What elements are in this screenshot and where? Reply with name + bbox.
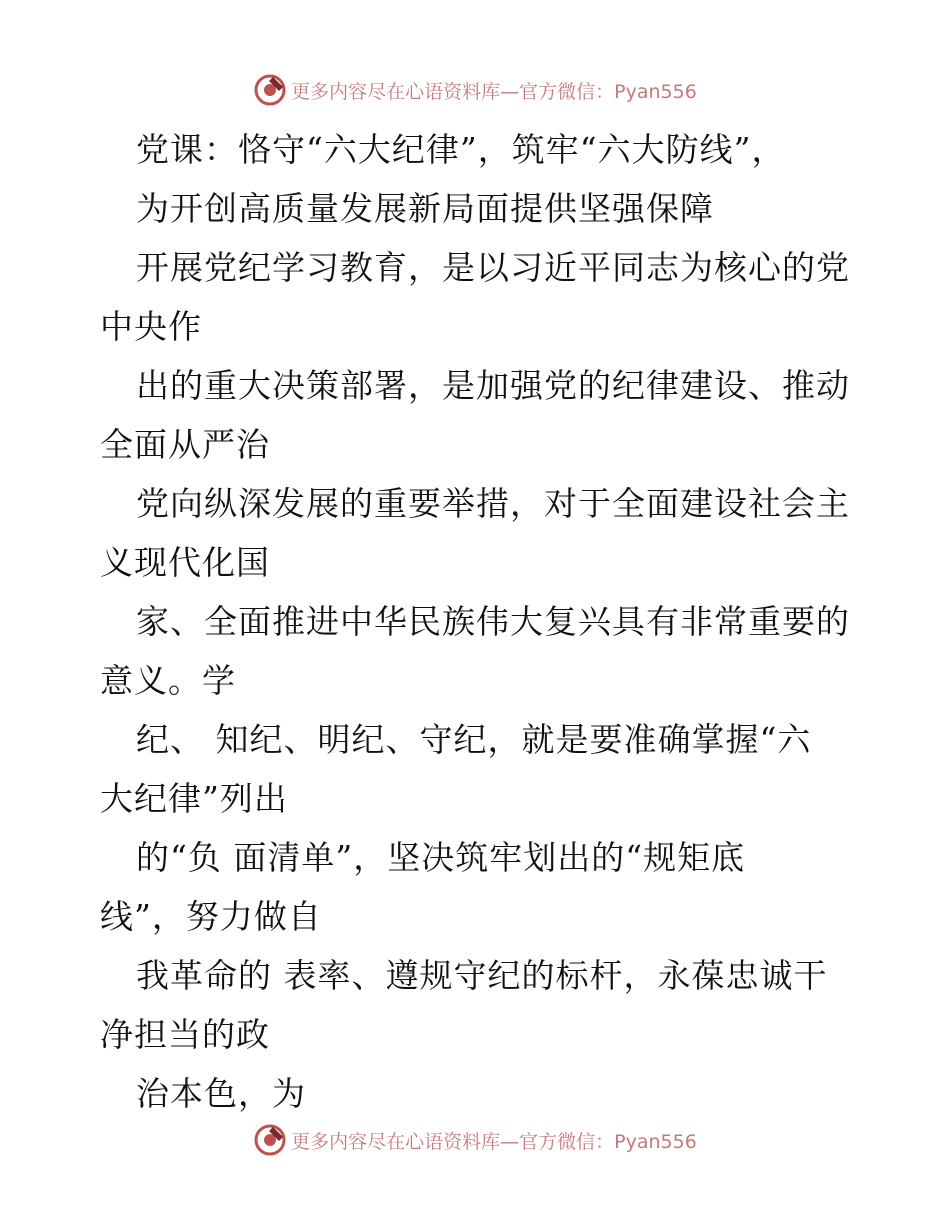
- body-line: 全面从严治: [100, 425, 270, 464]
- brand-logo-icon: [253, 73, 287, 107]
- body-line: 党向纵深发展的重要举措，对于全面建设社会主: [136, 484, 850, 523]
- body-text: [100, 238, 860, 1123]
- document-body: [100, 120, 860, 1123]
- body-line: 中央作: [100, 307, 202, 346]
- watermark-text: 更多内容尽在心语资料库—官方微信：Pyan556: [291, 1130, 697, 1153]
- body-line: 我革命的 表率、遵规守纪的标杆，永葆忠诚干: [136, 956, 828, 995]
- brand-logo-icon: [253, 1123, 287, 1157]
- watermark-text: 更多内容尽在心语资料库—官方微信：Pyan556: [291, 80, 697, 103]
- body-line: 大纪律”列出: [100, 779, 288, 818]
- header-watermark: [0, 70, 950, 110]
- footer-watermark: [0, 1120, 950, 1160]
- body-line: 出的重大决策部署，是加强党的纪律建设、推动: [136, 366, 850, 405]
- body-line: 纪、 知纪、明纪、守纪，就是要准确掌握“六: [136, 720, 812, 759]
- body-line: 净担当的政: [100, 1015, 270, 1054]
- title-line-1: 党课：恪守“六大纪律”，筑牢“六大防线”，: [136, 130, 786, 169]
- body-line: 治本色，为: [136, 1074, 306, 1113]
- body-line: 家、全面推进中华民族伟大复兴具有非常重要的: [136, 602, 850, 641]
- body-line: 义现代化国: [100, 543, 270, 582]
- title-line-2: 为开创高质量发展新局面提供坚强保障: [136, 189, 714, 228]
- body-line: 的“负 面清单”，坚决筑牢划出的“规矩底: [136, 838, 746, 877]
- body-line: 意义。学: [100, 661, 236, 700]
- body-line: 线”，努力做自: [100, 897, 322, 936]
- body-line: 开展党纪学习教育，是以习近平同志为核心的党: [136, 248, 850, 287]
